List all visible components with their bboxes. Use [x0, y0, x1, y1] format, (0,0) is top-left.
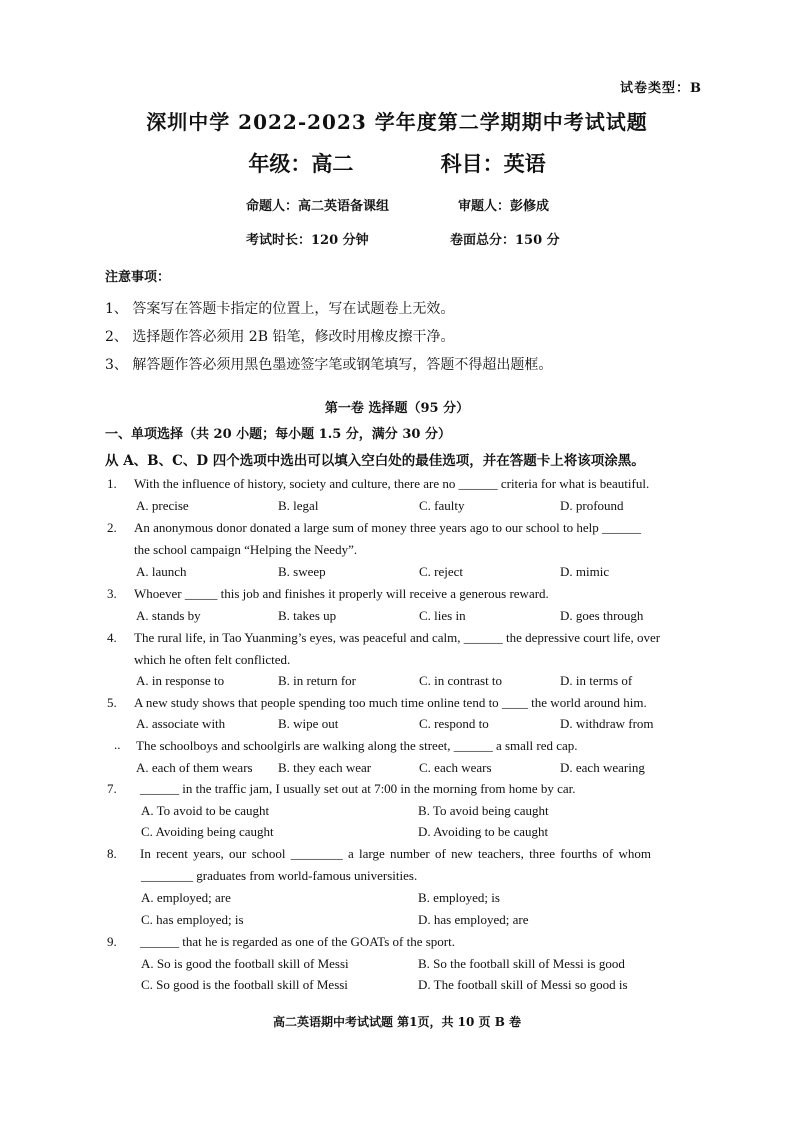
option-a: A. each of them wears — [136, 760, 253, 775]
question-text: A new study shows that people spending too much time online tend to ____ the world around him. — [134, 695, 647, 710]
option-d: D. goes through — [560, 608, 644, 623]
question-text: With the influence of history, society and culture, there are no ______ criteria for what is beautiful. — [134, 476, 650, 491]
reviewer-label: 审题人：彭修成 — [458, 199, 550, 214]
option-c: C. lies in — [419, 608, 466, 623]
notice-item: 3、 解答题作答必须用黑色墨迹签字笔或钢笔填写，答题不得超出题框。 — [105, 357, 553, 373]
exam-subtitle — [0, 148, 794, 178]
question-number: 9. — [107, 934, 117, 949]
question-text: The rural life, in Tao Yuanming’s eyes, was peaceful and calm, ______ the depressive court life, over — [134, 630, 661, 645]
option-b: B. they each wear — [278, 760, 372, 775]
option-a: A. employed; are — [141, 890, 231, 905]
option-a: A. associate with — [136, 716, 226, 731]
option-d: D. withdraw from — [560, 716, 654, 731]
page-footer: 高二英语期中考试试题 第1页，共 10 页 B 卷 — [272, 1015, 522, 1029]
option-b: B. So the football skill of Messi is good — [418, 956, 625, 971]
option-c: C. has employed; is — [141, 912, 244, 927]
question-number: .. — [114, 737, 121, 752]
option-c: C. each wears — [419, 760, 492, 775]
option-b: B. To avoid being caught — [418, 803, 549, 818]
option-b: B. sweep — [278, 564, 326, 579]
question-text: Whoever _____ this job and finishes it properly will receive a generous reward. — [134, 586, 549, 601]
duration-label: 考试时长：120 分钟 — [246, 233, 369, 248]
option-b: B. employed; is — [418, 890, 500, 905]
setter-row — [246, 195, 549, 214]
question-number: 7. — [107, 781, 117, 796]
option-c: C. respond to — [419, 716, 489, 731]
question-number: 2. — [107, 520, 117, 535]
question-text: In recent years, our school ________ a large number of new teachers, three fourths of whom — [140, 846, 651, 861]
option-d: D. mimic — [560, 564, 610, 579]
option-a: A. To avoid to be caught — [141, 803, 270, 818]
option-b: B. in return for — [278, 673, 356, 688]
option-b: B. wipe out — [278, 716, 339, 731]
question-number: 1. — [107, 476, 117, 491]
option-a: A. launch — [136, 564, 187, 579]
option-b: B. legal — [278, 498, 319, 513]
option-d: D. profound — [560, 498, 624, 513]
option-d: D. each wearing — [560, 760, 645, 775]
question-number: 4. — [107, 630, 117, 645]
option-d: D. in terms of — [560, 673, 633, 688]
duration-row — [246, 229, 560, 248]
section-heading: 第一卷 选择题（95 分） — [324, 401, 470, 416]
option-b: B. takes up — [278, 608, 337, 623]
option-d: D. Avoiding to be caught — [418, 824, 549, 839]
option-d: D. The football skill of Messi so good is — [418, 977, 628, 992]
question-text: ______ that he is regarded as one of the GOATs of the sport. — [140, 934, 455, 949]
option-c: C. in contrast to — [419, 673, 503, 688]
option-d: D. has employed; are — [418, 912, 529, 927]
part-heading: 一、单项选择（共 20 小题；每小题 1.5 分，满分 30 分） — [105, 427, 451, 442]
question-text: which he often felt conflicted. — [134, 652, 291, 667]
question-text: The schoolboys and schoolgirls are walking along the street, ______ a small red cap. — [136, 738, 578, 753]
paper-type-label: 试卷类型：B — [620, 81, 702, 96]
notice-heading: 注意事项： — [105, 270, 171, 285]
setter-label: 命题人：高二英语备课组 — [246, 199, 390, 214]
question-number: 8. — [107, 846, 117, 861]
question-text: the school campaign “Helping the Needy”. — [134, 542, 358, 557]
question-text: ________ graduates from world-famous universities. — [141, 868, 418, 883]
exam-title: 深圳中学 2022-2023 学年度第二学期期中考试试题 — [146, 110, 648, 134]
question-text: ______ in the traffic jam, I usually set out at 7:00 in the morning from home by car. — [140, 781, 576, 796]
option-a: A. So is good the football skill of Messi — [141, 956, 349, 971]
question-text: An anonymous donor donated a large sum of money three years ago to our school to help ______ — [134, 520, 642, 535]
notice-item: 1、 答案写在答题卡指定的位置上，写在试题卷上无效。 — [105, 301, 455, 317]
total-score-label: 卷面总分：150 分 — [450, 233, 560, 248]
subject-label: 科目：英语 — [440, 151, 546, 176]
option-c: C. faulty — [419, 498, 465, 513]
option-a: A. in response to — [136, 673, 225, 688]
notice-item: 2、 选择题作答必须用 2B 铅笔，修改时用橡皮擦干净。 — [105, 329, 455, 345]
option-a: A. precise — [136, 498, 189, 513]
option-c: C. reject — [419, 564, 464, 579]
instructions: 从 A、B、C、D 四个选项中选出可以填入空白处的最佳选项，并在答题卡上将该项涂黑。 — [105, 453, 645, 469]
grade-label: 年级：高二 — [248, 151, 354, 176]
option-a: A. stands by — [136, 608, 201, 623]
question-number: 5. — [107, 695, 117, 710]
option-c: C. So good is the football skill of Messi — [141, 977, 348, 992]
question-number: 3. — [107, 586, 117, 601]
option-c: C. Avoiding being caught — [141, 824, 274, 839]
